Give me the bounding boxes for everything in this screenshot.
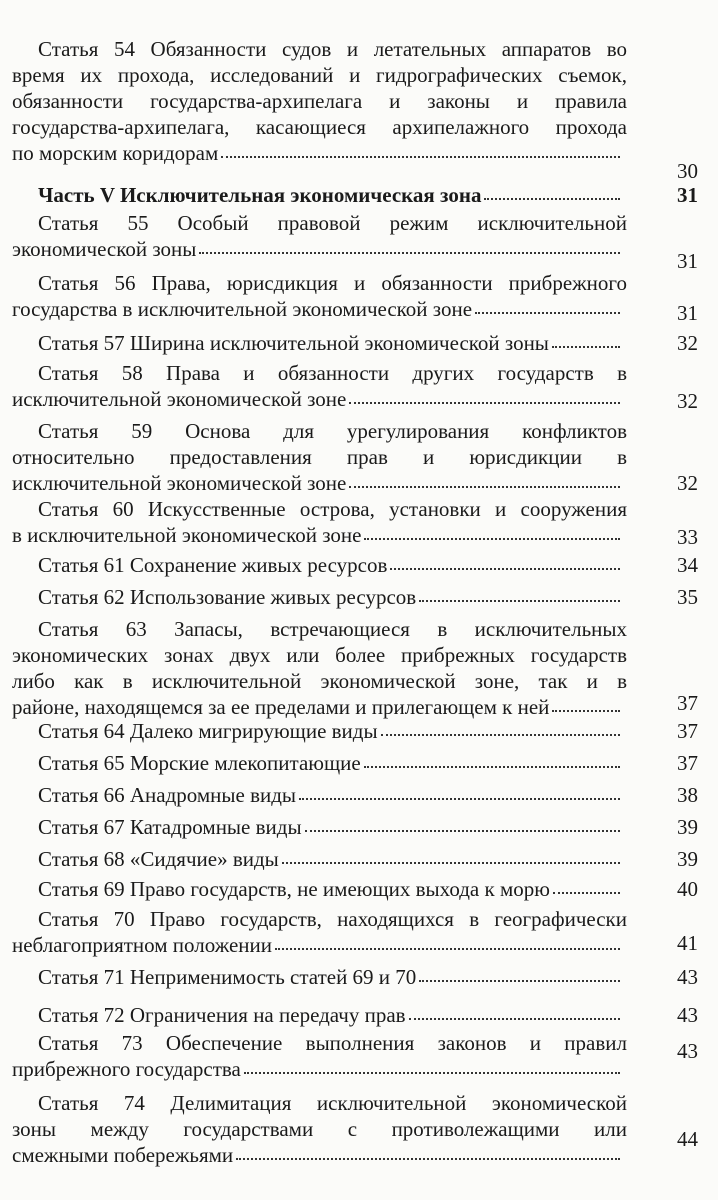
toc-entry-line	[12, 210, 627, 236]
leader-dots	[484, 198, 620, 200]
toc-entry-title	[12, 552, 627, 578]
toc-entry-title	[12, 846, 627, 872]
toc-page-number: 30	[677, 159, 698, 183]
leader-dots	[552, 346, 620, 348]
toc-entry[interactable]	[12, 270, 704, 325]
toc-page-number: 37	[677, 751, 698, 775]
leader-dots	[282, 862, 620, 864]
toc-entry-title	[12, 496, 627, 548]
toc-entry-title	[12, 182, 627, 208]
toc-entry-title	[12, 750, 627, 776]
toc-entry[interactable]	[12, 906, 704, 958]
toc-entry-line	[12, 236, 627, 262]
toc-entry-text: Статья 54 Обязанности судов и летательных аппаратов во	[38, 37, 627, 61]
toc-entry-title	[12, 964, 627, 990]
toc-entry-text: Статья 73 Обеспечение выполнения законов и правил	[38, 1031, 627, 1055]
toc-entry-text: Статья 64 Далеко мигрирующие виды	[38, 719, 378, 743]
toc-entry[interactable]	[12, 814, 704, 840]
toc-entry-line	[12, 1090, 627, 1116]
toc-entry-line	[12, 62, 627, 88]
toc-page-number: 38	[677, 783, 698, 807]
toc-entry-text: Статья 74 Делимитация исключительной экономической	[38, 1091, 627, 1115]
toc-entry-title	[12, 210, 627, 262]
toc-entry-text: Статья 72 Ограничения на передачу прав	[38, 1003, 406, 1027]
toc-entry[interactable]	[12, 846, 704, 872]
toc-entry-line	[12, 88, 627, 114]
leader-dots	[390, 568, 620, 570]
toc-entry-text: Статья 68 «Сидячие» виды	[38, 847, 279, 871]
leader-dots	[381, 734, 620, 736]
leader-dots	[419, 600, 620, 602]
toc-page-number: 41	[677, 931, 698, 955]
toc-entry[interactable]	[12, 1002, 704, 1028]
toc-entry-title	[12, 814, 627, 840]
toc-entry-line	[12, 876, 627, 902]
toc-entry-line	[12, 642, 627, 668]
leader-dots	[364, 538, 620, 540]
leader-dots	[552, 710, 620, 712]
toc-entry-line	[12, 616, 627, 642]
toc-entry-line	[12, 522, 627, 548]
toc-entry[interactable]	[12, 210, 704, 273]
leader-dots	[349, 402, 620, 404]
toc-entry-line	[12, 906, 627, 932]
leader-dots	[364, 766, 620, 768]
toc-entry[interactable]	[12, 552, 704, 578]
toc-entry-title	[12, 1030, 627, 1082]
toc-entry-text: Статья 57 Ширина исключительной экономической зоны	[38, 331, 549, 355]
toc-entry-text: обязанности государства-архипелага и законы и правила	[12, 89, 627, 113]
toc-entry-line	[12, 444, 627, 470]
toc-entry-line	[12, 584, 627, 610]
toc-entry-text: в исключительной экономической зоне	[12, 523, 362, 547]
toc-page-number: 39	[677, 815, 698, 839]
leader-dots	[349, 486, 620, 488]
toc-entry-text: Статья 59 Основа для урегулирования конфликтов	[38, 419, 627, 443]
toc-entry-text: районе, находящемся за ее пределами и прилегающем к ней	[12, 695, 550, 719]
toc-entry-line	[12, 552, 627, 578]
toc-entry-line	[12, 1142, 627, 1168]
toc-entry-line	[12, 470, 627, 496]
toc-entry-title	[12, 906, 627, 958]
toc-entry-text: исключительной экономической зоне	[12, 387, 347, 411]
toc-entry-text: Статья 67 Катадромные виды	[38, 815, 302, 839]
toc-entry-title	[12, 876, 627, 902]
toc-entry-line	[12, 296, 627, 322]
toc-entry-title	[12, 782, 627, 808]
leader-dots	[221, 156, 620, 158]
leader-dots	[419, 980, 620, 982]
toc-entry[interactable]	[12, 718, 704, 744]
toc-page-number: 43	[677, 1039, 698, 1063]
toc-page-number: 40	[677, 877, 698, 901]
toc-entry-text: Статья 60 Искусственные острова, установки и сооружения	[38, 497, 627, 521]
toc-page-number: 43	[677, 1003, 698, 1027]
toc-entry-text: либо как в исключительной экономической зоне, так и в	[12, 669, 627, 693]
toc-entry-text: Статья 66 Анадромные виды	[38, 783, 297, 807]
toc-page-number: 44	[677, 1127, 698, 1151]
toc-entry-title	[12, 36, 627, 166]
toc-entry-line	[12, 750, 627, 776]
toc-entry-line	[12, 782, 627, 808]
leader-dots	[409, 1018, 620, 1020]
toc-entry[interactable]	[12, 1030, 704, 1082]
leader-dots	[199, 252, 620, 254]
toc-entry-text: относительно предоставления прав и юрисдикции в	[12, 445, 627, 469]
toc-entry-text: время их прохода, исследований и гидрографических съемок,	[12, 63, 627, 87]
toc-entry-line	[12, 36, 627, 62]
toc-entry-title	[12, 718, 627, 744]
toc-entry-text: Статья 61 Сохранение живых ресурсов	[38, 553, 388, 577]
toc-entry-text: неблагоприятном положении	[12, 933, 272, 957]
toc-page-number: 39	[677, 847, 698, 871]
toc-page-number: 37	[677, 719, 698, 743]
toc-entry[interactable]	[12, 360, 704, 412]
toc-entry-title	[12, 616, 627, 720]
toc-entry-text: Статья 58 Права и обязанности других государств в	[38, 361, 627, 385]
toc-entry-title	[12, 418, 627, 496]
toc-entry-line	[12, 360, 627, 386]
leader-dots	[553, 892, 620, 894]
toc-entry-line	[12, 718, 627, 744]
toc-entry-line	[12, 114, 627, 140]
toc-entry-line	[12, 814, 627, 840]
toc-entry-text: Статья 70 Право государств, находящихся в географически	[38, 907, 627, 931]
toc-entry[interactable]	[12, 182, 704, 208]
toc-entry-title	[12, 270, 627, 322]
toc-page-number: 32	[677, 471, 698, 495]
toc-page-number: 32	[677, 331, 698, 355]
toc-entry-text: государства-архипелага, касающиеся архипелажного прохода	[12, 115, 627, 139]
toc-entry[interactable]	[12, 584, 704, 610]
toc-page-number: 33	[677, 525, 698, 549]
toc-entry-title	[12, 360, 627, 412]
toc-entry[interactable]	[12, 782, 704, 808]
toc-entry[interactable]	[12, 964, 704, 990]
toc-entry-line	[12, 668, 627, 694]
toc-entry-title	[12, 330, 627, 356]
toc-page-number: 37	[677, 691, 698, 715]
toc-entry-text: зоны между государствами с противолежащими или	[12, 1117, 627, 1141]
toc-entry-text: смежными побережьями	[12, 1143, 234, 1167]
toc-entry-text: по морским коридорам	[12, 141, 219, 165]
toc-entry-title	[12, 1090, 627, 1168]
toc-page-number: 31	[677, 249, 698, 273]
toc-entry-line	[12, 1116, 627, 1142]
toc-page-number: 43	[677, 965, 698, 989]
toc-entry-text: Статья 69 Право государств, не имеющих выхода к морю	[38, 877, 550, 901]
toc-entry-line	[12, 270, 627, 296]
toc-entry[interactable]	[12, 330, 704, 356]
toc-page-number: 35	[677, 585, 698, 609]
toc-entry[interactable]	[12, 496, 704, 548]
toc-entry[interactable]	[12, 418, 704, 496]
toc-entry-text: Статья 55 Особый правовой режим исключительной	[38, 211, 627, 235]
toc-page-number: 32	[677, 389, 698, 413]
toc-entry-text: экономических зонах двух или более прибрежных государств	[12, 643, 627, 667]
toc-entry[interactable]	[12, 616, 704, 720]
toc-entry-text: Статья 56 Права, юрисдикция и обязанности прибрежного	[38, 271, 627, 295]
toc-entry-text: государства в исключительной экономической зоне	[12, 297, 473, 321]
toc-entry-line	[12, 932, 627, 958]
toc-entry-line	[12, 1002, 627, 1028]
toc-entry-line	[12, 182, 627, 208]
toc-entry-line	[12, 386, 627, 412]
toc-entry-text: Статья 65 Морские млекопитающие	[38, 751, 361, 775]
toc-entry-line	[12, 846, 627, 872]
toc-entry[interactable]	[12, 876, 704, 902]
leader-dots	[236, 1158, 620, 1160]
toc-entry-line	[12, 330, 627, 356]
toc-entry-line	[12, 964, 627, 990]
toc-entry-line	[12, 140, 627, 166]
leader-dots	[244, 1072, 620, 1074]
toc-page-number: 31	[677, 183, 698, 207]
leader-dots	[299, 798, 620, 800]
toc-entry-line	[12, 496, 627, 522]
toc-entry-text: Статья 62 Использование живых ресурсов	[38, 585, 417, 609]
leader-dots	[475, 312, 620, 314]
toc-entry-text: экономической зоны	[12, 237, 197, 261]
toc-entry-text: прибрежного государства	[12, 1057, 241, 1081]
toc-entry-line	[12, 1030, 627, 1056]
toc-entry-line	[12, 694, 627, 720]
leader-dots	[275, 948, 620, 950]
toc-entry[interactable]	[12, 750, 704, 776]
toc-entry[interactable]	[12, 1090, 704, 1168]
toc-entry-title	[12, 584, 627, 610]
toc-entry-text: Статья 71 Неприменимость статей 69 и 70	[38, 965, 417, 989]
toc-entry[interactable]	[12, 36, 704, 183]
toc-page-number: 31	[677, 301, 698, 325]
toc-entry-text: Часть V Исключительная экономическая зона	[38, 183, 482, 207]
toc-entry-title	[12, 1002, 627, 1028]
toc-entry-text: исключительной экономической зоне	[12, 471, 347, 495]
leader-dots	[305, 830, 620, 832]
toc-entry-line	[12, 1056, 627, 1082]
toc-entry-line	[12, 418, 627, 444]
toc-entry-text: Статья 63 Запасы, встречающиеся в исключительных	[38, 617, 627, 641]
toc-page-number: 34	[677, 553, 698, 577]
